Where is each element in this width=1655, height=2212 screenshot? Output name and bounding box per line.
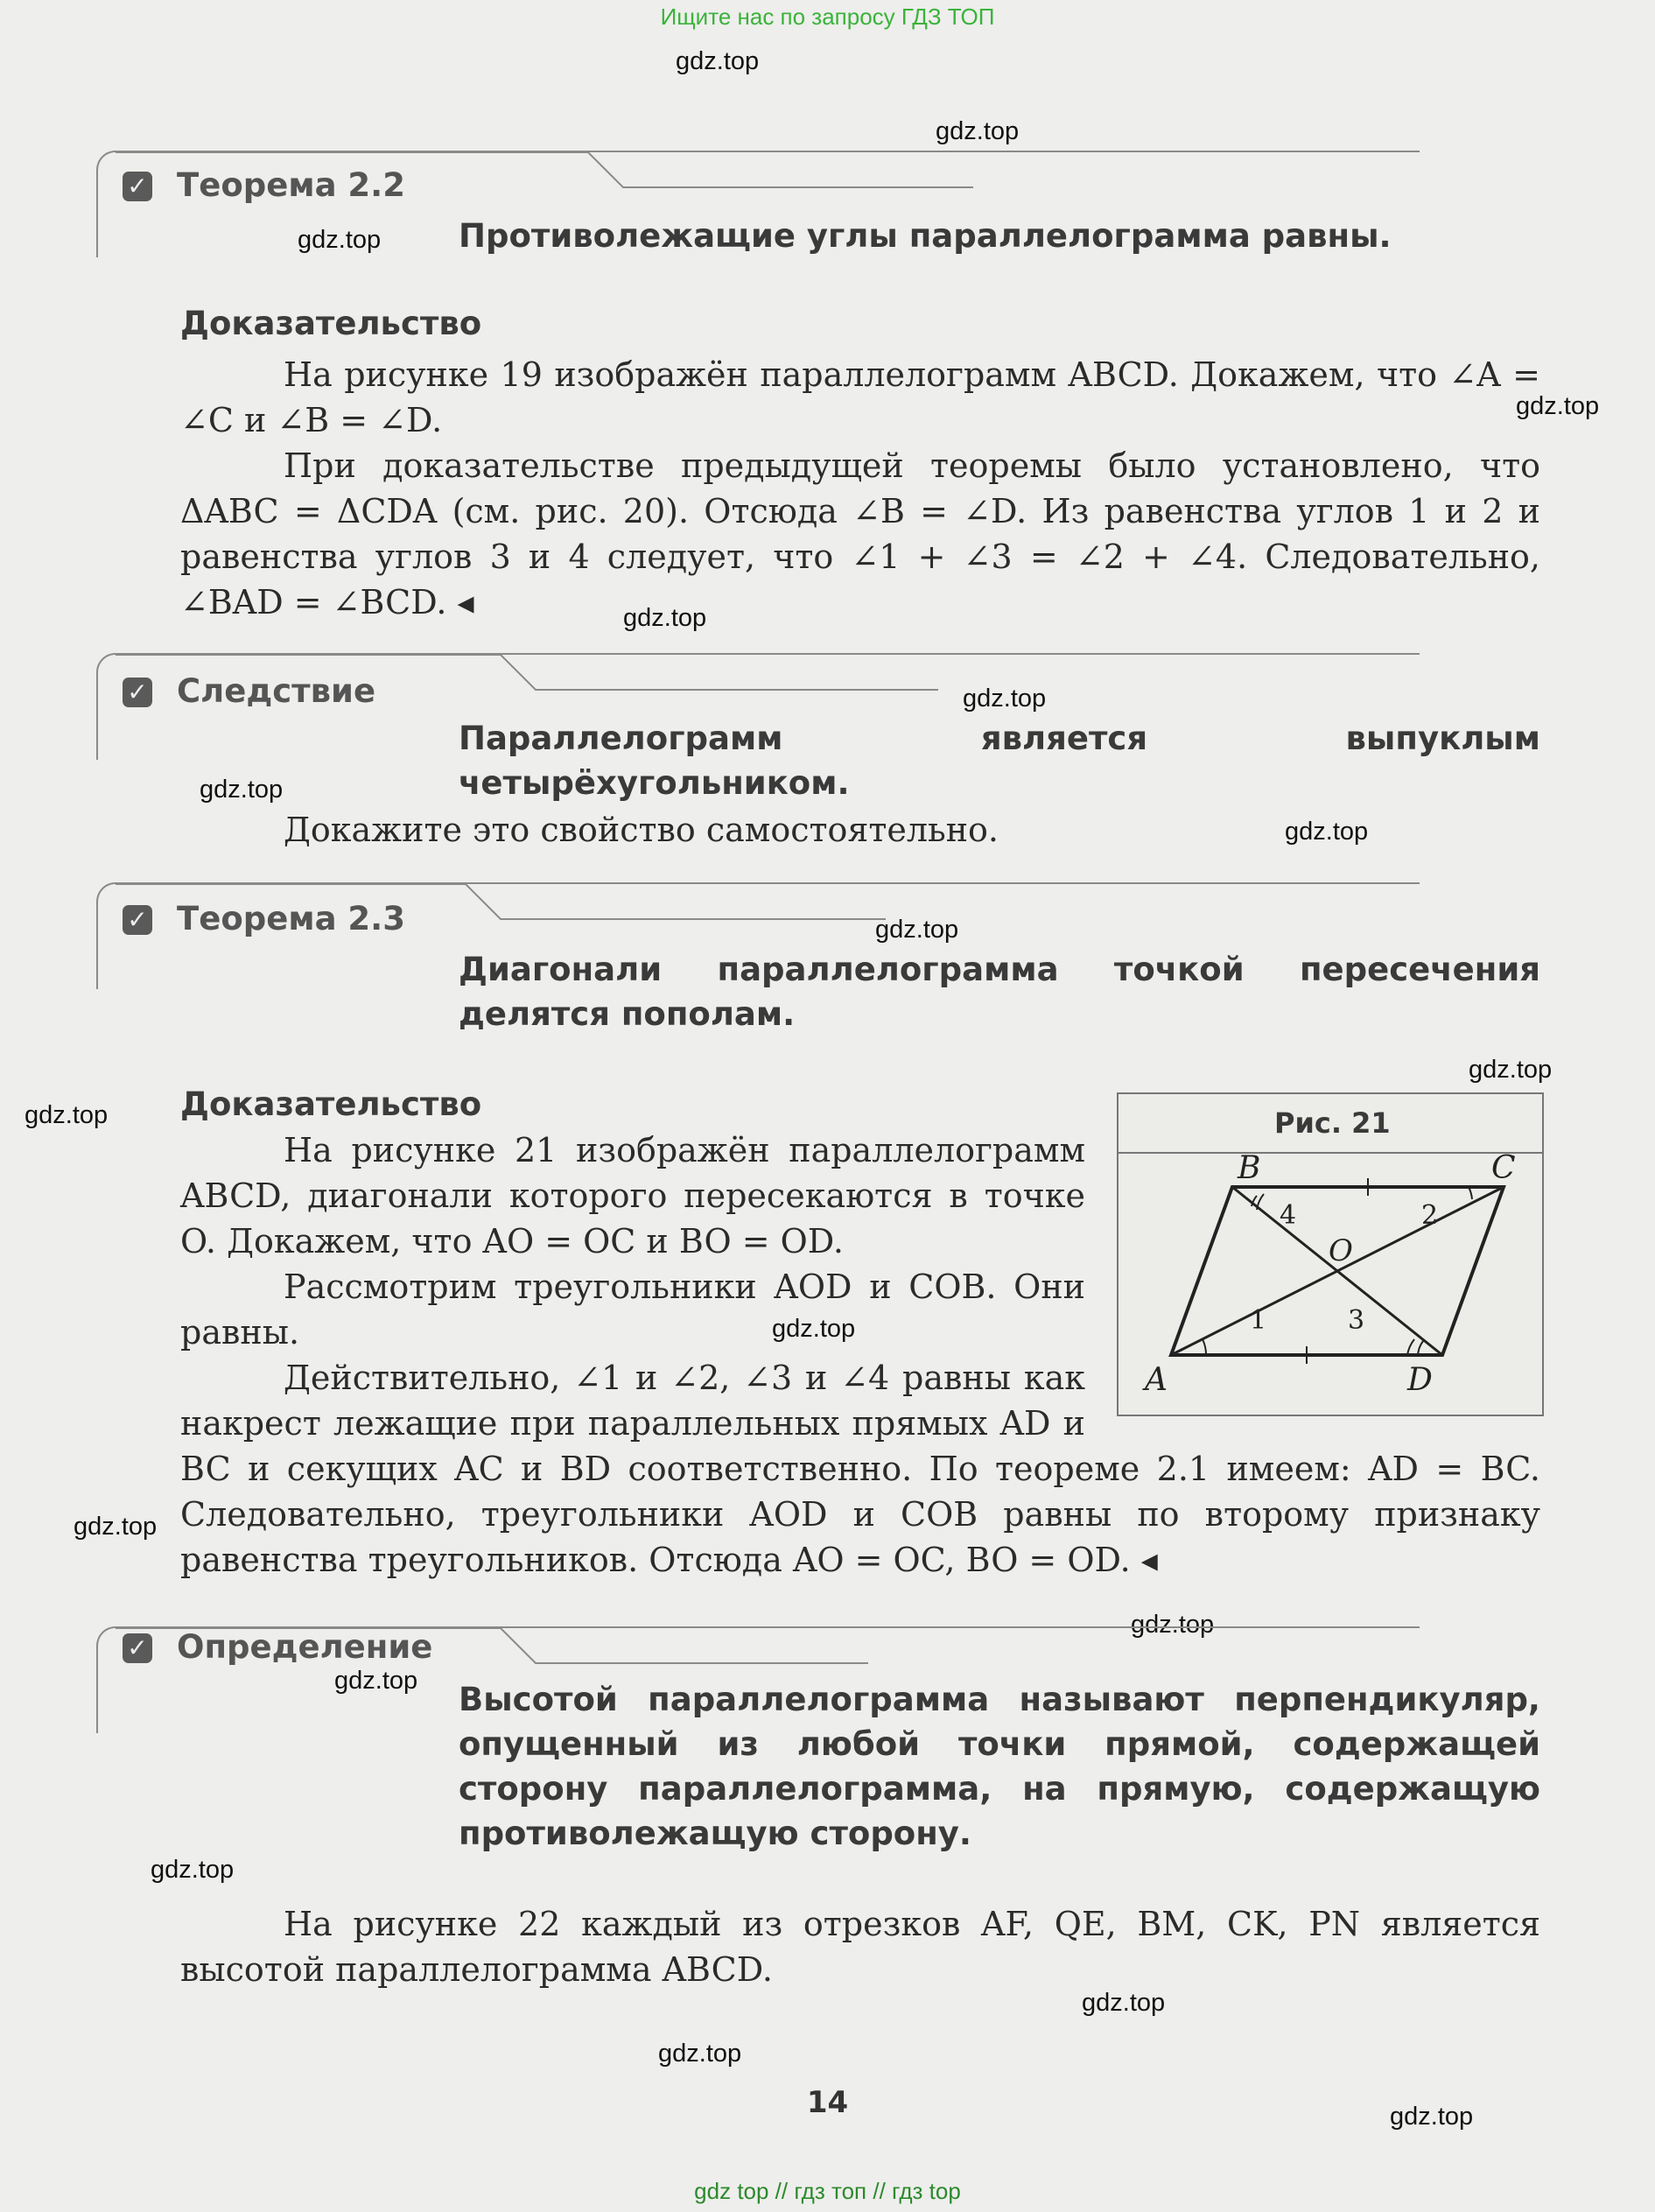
corollary-statement: Параллелограмм является выпуклым четырёхугольником. — [459, 720, 1540, 802]
vertex-d-label: D — [1407, 1362, 1433, 1398]
paragraph: Действительно, ∠1 и ∠2, ∠3 и ∠4 равны как накрест лежащие при параллельных прямых AD и BC и секущих AC и BD соответственно. По теореме 2.1 имеем: AD = BC. Следовательно, треугольники AOD и COB равны по второму признаку равенства треугольников. Отсюда AO = OC, BO = OD. ◂ — [180, 1359, 1540, 1579]
angle-4-label: 4 — [1280, 1200, 1297, 1231]
definition-statement: Высотой параллелограмма называют перпендикуляр, опущенный из любой точки прямой, содержащей сторону параллелограмма, на прямую, содержащую противолежащую сторону. — [459, 1681, 1540, 1852]
page-number: 14 — [806, 2085, 849, 2120]
theorem-title: Теорема 2.3 — [177, 900, 405, 937]
point-o-label: O — [1329, 1233, 1353, 1268]
proof-text — [180, 352, 1540, 625]
checkbox-icon: ✓ — [123, 905, 152, 935]
watermark: gdz.top — [963, 685, 1047, 713]
definition-text — [180, 1901, 1540, 1992]
paragraph: На рисунке 22 каждый из отрезков AF, QE, BM, CK, PN является высотой параллелограмма ABCD. — [180, 1905, 1540, 1989]
paragraph: На рисунке 21 изображён параллелограмм ABCD, диагонали которого пересекаются в точке O. Докажем, что AO = OC и BO = OD. — [180, 1131, 1085, 1260]
vertex-b-label: B — [1238, 1154, 1261, 1186]
proof-heading: Доказательство — [180, 1085, 482, 1123]
angle-3-label: 3 — [1348, 1305, 1365, 1336]
vertex-a-label: A — [1145, 1362, 1168, 1398]
watermark: gdz.top — [334, 1667, 418, 1695]
footer-links[interactable]: gdz top // гдз топ // гдз top — [694, 2178, 961, 2204]
watermark: gdz.top — [151, 1856, 235, 1884]
angle-1-label: 1 — [1250, 1305, 1267, 1336]
watermark: gdz.top — [200, 776, 284, 804]
corollary-title: Следствие — [177, 672, 376, 710]
figure-caption: Рис. 21 — [1119, 1094, 1542, 1154]
watermark: gdz.top — [298, 226, 382, 254]
proof-heading: Доказательство — [180, 305, 482, 342]
watermark: gdz.top — [1082, 1989, 1166, 2017]
paragraph: На рисунке 19 изображён параллелограмм ABCD. Докажем, что ∠A = ∠C и ∠B = ∠D. — [180, 355, 1540, 439]
watermark: gdz.top — [1285, 818, 1369, 846]
watermark: gdz.top — [623, 604, 707, 632]
theorem-statement: Диагонали параллелограмма точкой пересечения делятся пополам. — [459, 951, 1540, 1033]
watermark: gdz.top — [875, 916, 959, 944]
watermark: gdz.top — [772, 1315, 856, 1343]
watermark: gdz.top — [74, 1513, 158, 1541]
theorem-title: Теорема 2.2 — [177, 166, 405, 204]
watermark: gdz.top — [658, 2040, 742, 2068]
figure-21 — [1117, 1092, 1544, 1416]
vertex-c-label: C — [1491, 1154, 1516, 1186]
watermark: gdz.top — [676, 47, 760, 75]
paragraph: Докажите это свойство самостоятельно. — [284, 811, 999, 849]
watermark: gdz.top — [1469, 1056, 1553, 1084]
watermark: gdz.top — [25, 1101, 109, 1129]
corollary-text — [180, 807, 1540, 853]
watermark: gdz.top — [1390, 2103, 1474, 2131]
checkbox-icon: ✓ — [123, 1633, 152, 1663]
paragraph: Рассмотрим треугольники AOD и COB. Они равны. — [180, 1268, 1085, 1352]
paragraph: При доказательстве предыдущей теоремы было установлено, что ΔABC = ΔCDA (см. рис. 20). Отсюда ∠B = ∠D. Из равенства углов 1 и 2 и равенства углов 3 и 4 следует, что ∠1 + ∠3 = ∠2 + ∠4. Следовательно, ∠BAD = ∠BCD. ◂ — [180, 446, 1540, 621]
definition-title: Определение — [177, 1628, 433, 1666]
parallelogram-diagram — [1119, 1154, 1542, 1415]
theorem-statement: Противолежащие углы параллелограмма равны. — [459, 217, 1392, 255]
checkbox-icon: ✓ — [123, 172, 152, 201]
checkbox-icon: ✓ — [123, 678, 152, 707]
watermark: gdz.top — [936, 117, 1020, 145]
angle-2-label: 2 — [1421, 1200, 1439, 1231]
watermark: gdz.top — [1516, 392, 1600, 420]
watermark: gdz.top — [1131, 1611, 1215, 1639]
top-banner[interactable]: Ищите нас по запросу ГДЗ ТОП — [660, 4, 995, 30]
